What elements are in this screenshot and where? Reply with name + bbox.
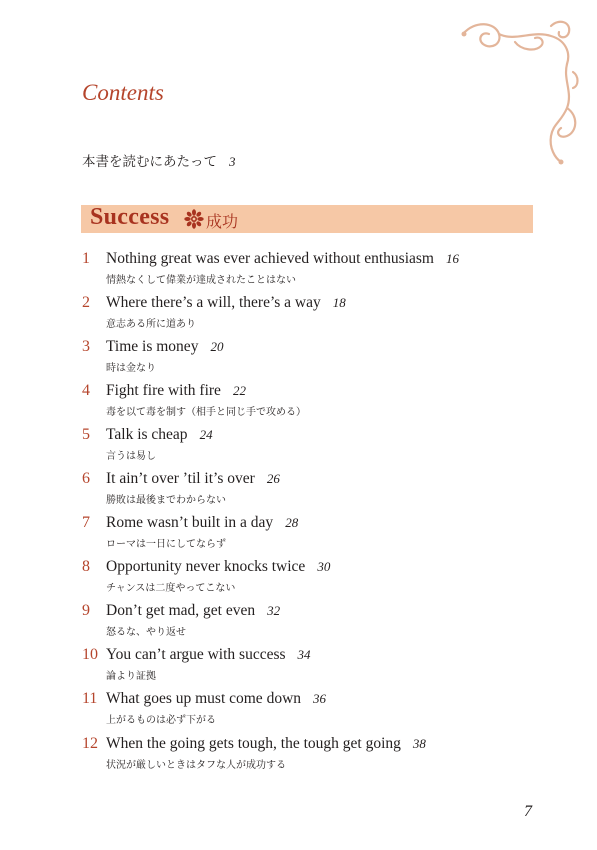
section-title-en: Success (90, 204, 170, 230)
entry-number: 10 (82, 646, 98, 663)
entry-page-number: 18 (332, 295, 346, 310)
entry-number: 8 (82, 558, 90, 575)
intro-entry[interactable] (82, 150, 236, 171)
entry-title: Time is money (106, 338, 199, 355)
entry-page-number: 24 (199, 427, 213, 442)
intro-title: 本書を読むにあたって (82, 154, 217, 170)
toc-entry-7[interactable] (82, 514, 552, 554)
entry-translation: 状況が厳しいときはタフな人が成功する (106, 760, 286, 771)
entry-number: 9 (82, 602, 90, 619)
entry-page-number: 32 (267, 603, 281, 618)
toc-entry-4[interactable] (82, 382, 552, 422)
toc-entry-6[interactable] (82, 470, 552, 510)
toc-entry-1[interactable] (82, 250, 552, 290)
toc-entry-11[interactable] (82, 690, 552, 730)
entry-title: Don’t get mad, get even (106, 602, 256, 619)
entry-title: Rome wasn’t built in a day (106, 514, 274, 531)
entry-number: 1 (82, 250, 90, 267)
toc-entry-12[interactable] (82, 735, 552, 775)
flower-ornament-icon (184, 209, 204, 229)
entry-title: When the going gets tough, the tough get going (106, 735, 401, 752)
entry-title: You can’t argue with success (106, 646, 286, 663)
entry-translation: 上がるものは必ず下がる (106, 715, 216, 726)
entry-title: Where there’s a will, there’s a way (106, 294, 321, 311)
entry-page-number: 34 (297, 647, 311, 662)
entry-translation: ローマは一日にしてならず (106, 539, 226, 550)
entry-page-number: 22 (232, 383, 246, 398)
entry-translation: 言うは易し (106, 451, 156, 462)
entry-page-number: 16 (446, 251, 459, 266)
entry-title: Opportunity never knocks twice (106, 558, 306, 575)
toc-entry-9[interactable] (82, 602, 552, 642)
entry-number: 7 (82, 514, 90, 531)
entry-translation: チャンスは二度やってこない (106, 583, 236, 594)
entry-title: Fight fire with fire (106, 382, 221, 399)
toc-entry-5[interactable] (82, 426, 552, 466)
section-title-jp: 成功 (206, 212, 239, 231)
entry-title: It ain’t over ’til it’s over (106, 470, 255, 487)
entry-page-number: 28 (285, 515, 299, 530)
toc-entry-8[interactable] (82, 558, 552, 598)
entry-number: 12 (82, 735, 98, 752)
entry-translation: 怒るな、やり返せ (106, 627, 186, 638)
entry-translation: 意志ある所に道あり (106, 319, 196, 330)
entry-translation: 情熱なくして偉業が達成されたことはない (106, 275, 296, 286)
entry-title: Nothing great was ever achieved without enthusiasm (106, 250, 434, 267)
entry-number: 5 (82, 426, 90, 443)
entry-number: 6 (82, 470, 90, 487)
entry-page-number: 36 (313, 691, 327, 706)
entry-translation: 毒を以て毒を制す（相手と同じ手で攻める） (106, 407, 306, 418)
toc-entry-2[interactable] (82, 294, 552, 334)
entry-page-number: 30 (317, 559, 331, 574)
entry-page-number: 38 (412, 736, 426, 751)
page-number: 7 (524, 803, 532, 820)
entry-title: What goes up must come down (106, 690, 302, 707)
intro-page-number: 3 (229, 154, 236, 169)
toc-entry-10[interactable] (82, 646, 552, 686)
entry-page-number: 26 (266, 471, 280, 486)
contents-heading: Contents (82, 80, 164, 105)
corner-swirl-ornament-icon (455, 12, 585, 167)
entry-translation: 論より証拠 (106, 671, 156, 682)
section-header-success (81, 205, 533, 233)
entry-number: 3 (82, 338, 90, 355)
entry-number: 2 (82, 294, 90, 311)
entry-page-number: 20 (210, 339, 224, 354)
entry-number: 4 (82, 382, 90, 399)
toc-entry-3[interactable] (82, 338, 552, 378)
entry-translation: 時は金なり (106, 363, 156, 374)
entry-number: 11 (82, 690, 98, 707)
entry-title: Talk is cheap (106, 426, 188, 443)
entry-translation: 勝敗は最後までわからない (106, 495, 226, 506)
